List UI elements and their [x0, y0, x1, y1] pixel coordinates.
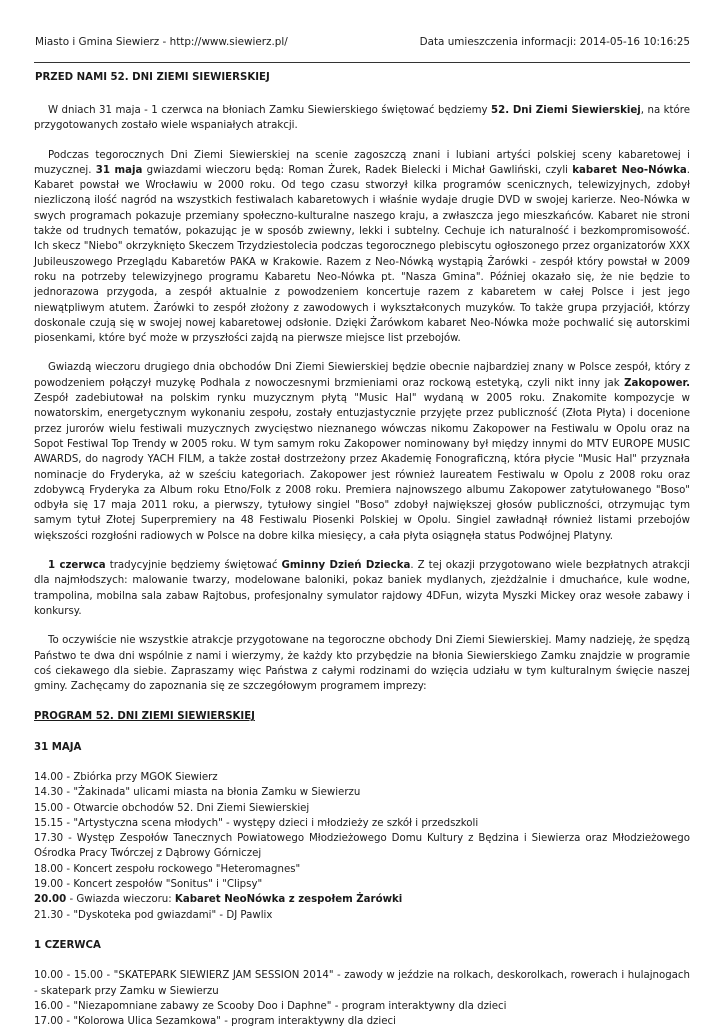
document-page	[34, 0, 690, 1029]
neo-nowka-paragraph: Podczas tegorocznych Dni Ziemi Siewierskiej na scenie zagoszczą znani i lubiani artyści polskiej sceny kabaretowej i muzycznej. 31 maja gwiazdami wieczoru będą: Roman Żurek, Radek Bielecki i Michał Gawliński, czyli kabaret Neo-Nówka. Kabaret powstał we Wrocławiu w 2000 roku. Od tego czasu stworzył kilka programów scenicznych, telewizyjnych, zdobył niezliczoną ilość nagród na wszystkich festiwalach kabaretowych i właśnie wydaje drugie DVD w swojej karierze. Neo-Nówka w swych programach pokazuje przemiany społeczno-kulturalne naszego kraju, a zwłaszcza jego mieszkańców. Kabaret nie stroni także od trudnych tematów, pokazując je w sposób zwiewny, lekki i subtelny. Cechuje ich naturalność i bezkompromisowość. Ich skecz "Niebo" okrzyknięto Skeczem Trzydziestolecia podczas tegorocznego plebiscytu ogłoszonego przez organizatorów XXX Jubileuszowego Przeglądu Kabaretów PAKA w Krakowie. Razem z Neo-Nówką wystąpią Żarówki - zespół który powstał w 2009 roku na potrzeby telewizyjnego programu Kabaretu Neo-Nówka pt. "Nasza Gmina". Później okazało się, że nie będzie to jednorazowa przygoda, a zespół aktualnie z powodzeniem koncertuje razem z kabaretem w całej Polsce i jest jego niewątpliwym atutem. Żarówki to zespół złożony z zawodowych i wykształconych muzyków. To także grupa przyjaciół, którzy doskonale czują się w swojej nowej kabaretowej odsłonie. Dzięki Żarówkom kabaret Neo-Nówka może pochwalić się autorskimi piosenkami, które być może w przyszłości zajdą na pierwsze miejsce list przebojów.	[34, 149, 690, 345]
header-site: Miasto i Gmina Siewierz - http://www.siewierz.pl/	[35, 36, 288, 48]
page-header	[34, 0, 690, 63]
schedule-item: 15.00 - Otwarcie obchodów 52. Dni Ziemi Siewierskiej	[34, 802, 310, 814]
program-title: PROGRAM 52. DNI ZIEMI SIEWIERSKIEJ	[34, 711, 255, 723]
schedule-item: 10.00 - 15.00 - "SKATEPARK SIEWIERZ JAM SESSION 2014" - zawody w jeździe na rolkach, deskorolkach, rowerach i hulajnogach - skatepark przy Zamku w Siewierzu	[34, 970, 690, 997]
schedule-item-star: 20.00 - Gwiazda wieczoru: Kabaret NeoNówka z zespołem Żarówki	[34, 894, 403, 906]
day1-schedule	[34, 770, 690, 923]
schedule-item: 21.30 - "Dyskoteka pod gwiazdami" - DJ Pawlix	[34, 909, 273, 921]
schedule-item: 15.15 - "Artystyczna scena młodych" - występy dzieci i młodzieży ze szkół i przedszkoli	[34, 817, 479, 829]
schedule-item: 17.30 - Występ Zespołów Tanecznych Powiatowego Młodzieżowego Domu Kultury z Będzina i Siewierza oraz Młodzieżowego Ośrodka Pracy Twórczej z Dąbrowy Górniczej	[34, 833, 690, 860]
schedule-item: 16.00 - "Niezapomniane zabawy ze Scooby Doo i Daphne" - program interaktywny dla dzieci	[34, 1000, 507, 1012]
schedule-item: 14.00 - Zbiórka przy MGOK Siewierz	[34, 771, 218, 783]
intro-paragraph: W dniach 31 maja - 1 czerwca na błoniach Zamku Siewierskiego świętować będziemy 52. Dni Ziemi Siewierskiej, na które przygotowanych zostało wiele wspaniałych atrakcji.	[34, 105, 691, 132]
schedule-item: 19.00 - Koncert zespołów "Sonitus" i "Clipsy"	[34, 879, 263, 891]
zakopower-paragraph: Gwiazdą wieczoru drugiego dnia obchodów Dni Ziemi Siewierskiej będzie obecnie najbardziej znany w Polsce zespół, który z powodzeniem połączył muzykę Podhala z nowoczesnymi brzmieniami oraz rockową estetyką, czyli nikt inny jak Zakopower. Zespół zadebiutował na polskim rynku muzycznym płytą "Music Hal" wydaną w 2005 roku. Znakomite kompozycje w nowatorskim, energetycznym wykonaniu zespołu, zostały entuzjastycznie przyjęte przez publiczność (Złota Płyta) i docenione przez jurorów wielu festiwali muzycznych zwycięstwo nieznanego wówczas nikomu Zakopower na Festiwalu w Opolu oraz na Sopot Festiwal Top Trendy w 2005 roku. W tym samym roku Zakopower nominowany był między innymi do MTV EUROPE MUSIC AWARDS, do nagrody YACH FILM, a także został dostrzeżony przez Akademię Fonograficzną, która płycie "Music Hal" przyznała nominacje do Fryderyka, aż w sześciu kategoriach. Zakopower jest również laureatem Festiwalu w Opolu z 2008 roku oraz zdobywcą Fryderyka za Album roku Etno/Folk z 2008 roku. Premiera najnowszego albumu Zakopower zatytułowanego "Boso" odbyła się 17 maja 2011 roku, a pierwszy, tytułowy singiel "Boso" zdobył największej głosów publiczności, otrzymując tym samym tytuł Złotej Superpremiery na 48 Festiwalu Piosenki Polskiej w Opolu. Singiel zawładnął również listami przebojów większości rozgłośni radiowych w Polsce na dobre kilka miesięcy, a cała płyta osiągnęła status Podwójnej Platyny.	[34, 362, 690, 542]
schedule-item: 14.30 - "Żakinada" ulicami miasta na błonia Zamku w Siewierzu	[34, 787, 361, 799]
day2-schedule	[34, 968, 690, 1029]
schedule-item: 17.00 - "Kolorowa Ulica Sezamkowa" - program interaktywny dla dzieci	[34, 1016, 396, 1028]
header-date: Data umieszczenia informacji: 2014-05-16 10:16:25	[419, 36, 690, 48]
day1-label: 31 MAJA	[34, 741, 82, 753]
day2-label: 1 CZERWCA	[34, 939, 101, 951]
childrens-day-paragraph: 1 czerwca tradycyjnie będziemy świętować Gminny Dzień Dziecka. Z tej okazji przygotowano wiele bezpłatnych atrakcji dla najmłodszych: malowanie twarzy, modelowane baloniki, pokaz baniek mydlanych, zjeżdżalnie i dmuchańce, kule wodne, trampolina, mobilna sala zabaw Rajtobus, profesjonalny symulator rajdowy 4DFun, wizyta Myszki Mickey oraz wesołe zabawy i konkursy.	[34, 560, 690, 617]
article-title: PRZED NAMI 52. DNI ZIEMI SIEWIERSKIEJ	[35, 72, 270, 83]
schedule-item: 18.00 - Koncert zespołu rockowego "Heteromagnes"	[34, 863, 301, 875]
invitation-paragraph: To oczywiście nie wszystkie atrakcje przygotowane na tegoroczne obchody Dni Ziemi Siewierskiej. Mamy nadzieję, że spędzą Państwo te dwa dni wspólnie z nami i wierzymy, że każdy kto przybędzie na błonia Siewierskiego Zamku znajdzie w programie coś ciekawego dla siebie. Zapraszamy więc Państwa z całymi rodzinami do wzięcia udziału w tym kulturalnym święcie naszej gminy. Zachęcamy do zapoznania się ze szczegółowym programem imprezy:	[34, 635, 690, 693]
